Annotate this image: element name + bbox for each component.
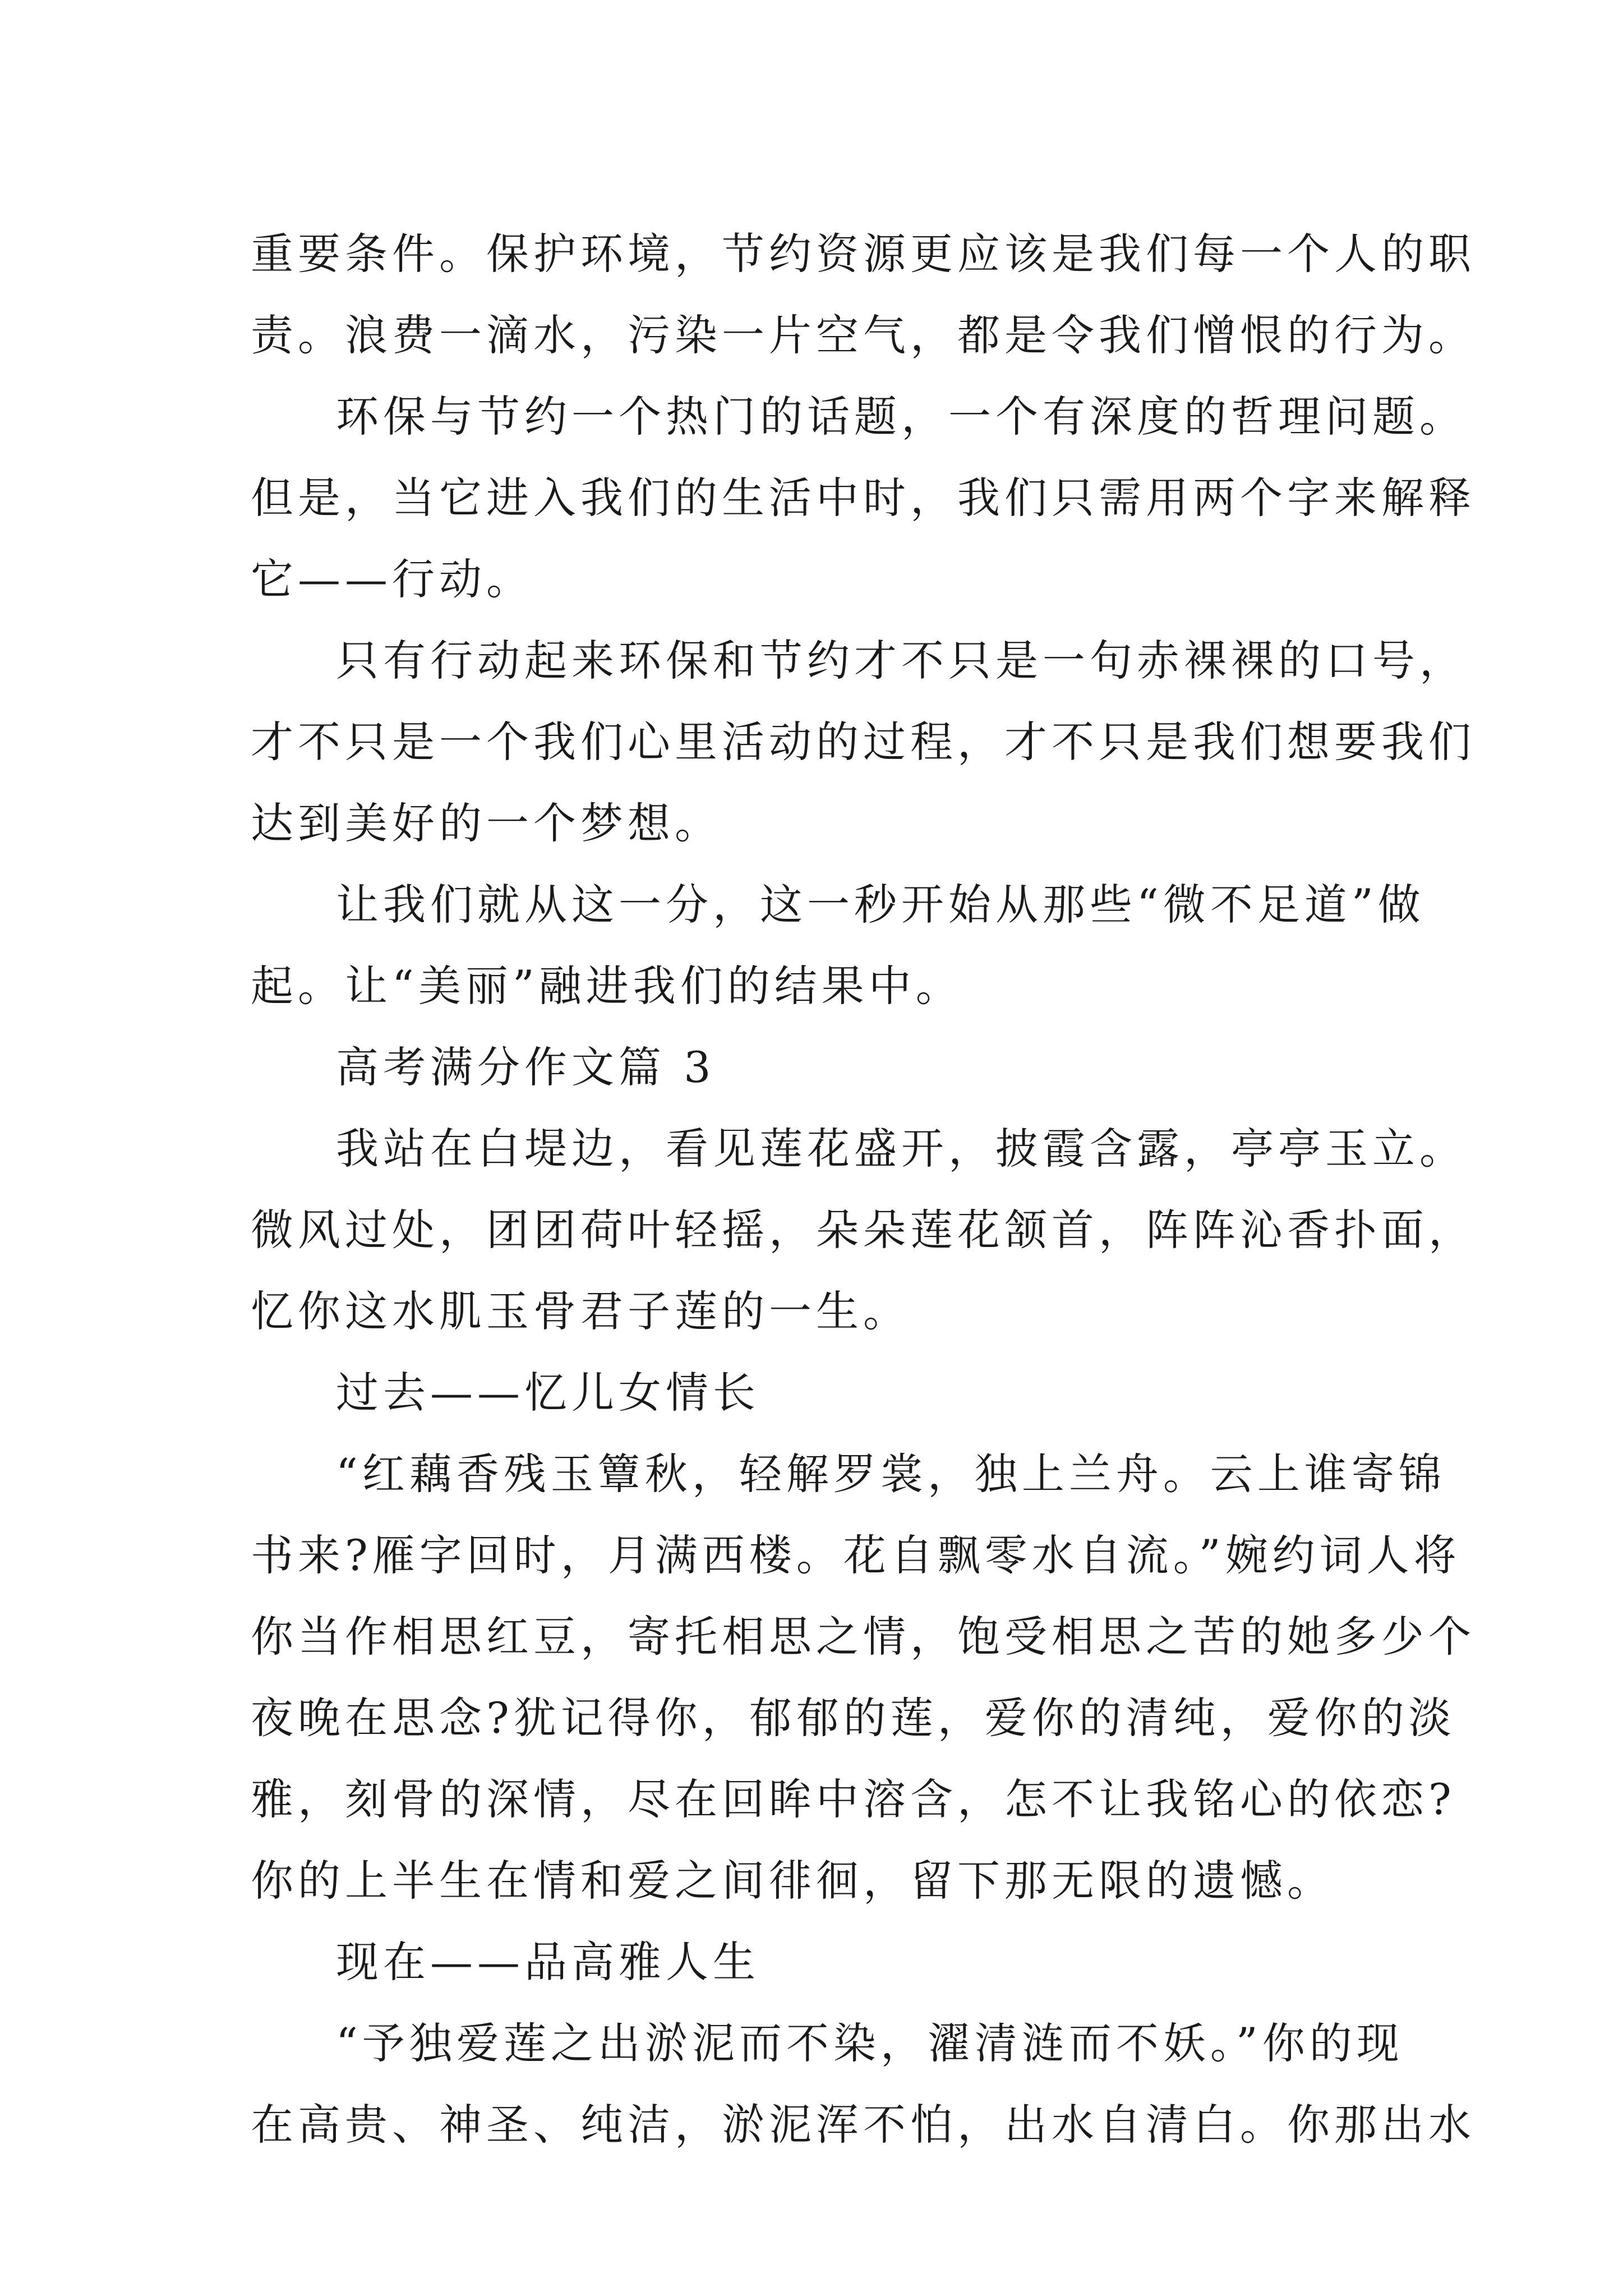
text-line: 责。浪费一滴水，污染一片空气，都是令我们憎恨的行为。 <box>251 310 1476 360</box>
text-line: 过去——忆儿女情长 <box>336 1368 760 1418</box>
text-line: 我站在白堤边，看见莲花盛开，披霞含露，亭亭玉立。 <box>336 1124 1467 1174</box>
text-line: 微风过处，团团荷叶轻摇，朵朵莲花颔首，阵阵沁香扑面， <box>251 1205 1476 1255</box>
text-line: 只有行动起来环保和节约才不只是一句赤裸裸的口号， <box>336 636 1467 685</box>
text-line: “予独爱莲之出淤泥而不染，濯清涟而不妖。”你的现 <box>336 2018 1404 2068</box>
text-line: 雅，刻骨的深情，尽在回眸中溶含，怎不让我铭心的依恋? <box>251 1774 1456 1824</box>
document-body <box>251 213 1476 2165</box>
text-line: 现在——品高雅人生 <box>336 1937 760 1987</box>
text-line: 环保与节约一个热门的话题，一个有深度的哲理问题。 <box>336 392 1467 441</box>
text-line: 忆你这水肌玉骨君子莲的一生。 <box>251 1286 910 1336</box>
text-line: 但是，当它进入我们的生活中时，我们只需用两个字来解释 <box>251 473 1476 523</box>
text-line: 达到美好的一个梦想。 <box>251 798 722 848</box>
text-line: 重要条件。保护环境，节约资源更应该是我们每一个人的职 <box>251 229 1476 279</box>
text-line: 在高贵、神圣、纯洁，淤泥浑不怕，出水自清白。你那出水 <box>251 2100 1476 2150</box>
text-line: 让我们就从这一分，这一秒开始从那些“微不足道”做 <box>336 880 1425 930</box>
text-line: “红藕香残玉簟秋，轻解罗裳，独上兰舟。云上谁寄锦 <box>336 1449 1446 1499</box>
text-line: 它——行动。 <box>251 554 533 604</box>
text-line: 你的上半生在情和爱之间徘徊，留下那无限的遗憾。 <box>251 1856 1334 1906</box>
text-line: 才不只是一个我们心里活动的过程，才不只是我们想要我们 <box>251 717 1476 767</box>
text-line: 起。让“美丽”融进我们的结果中。 <box>251 961 963 1011</box>
text-line: 书来?雁字回时，月满西楼。花自飘零水自流。”婉约词人将 <box>251 1530 1461 1580</box>
text-line: 你当作相思红豆，寄托相思之情，饱受相思之苦的她多少个 <box>251 1612 1476 1662</box>
text-line: 高考满分作文篇 3 <box>336 1042 716 1092</box>
text-line: 夜晚在思念?犹记得你，郁郁的莲，爱你的清纯，爱你的淡 <box>251 1693 1456 1743</box>
